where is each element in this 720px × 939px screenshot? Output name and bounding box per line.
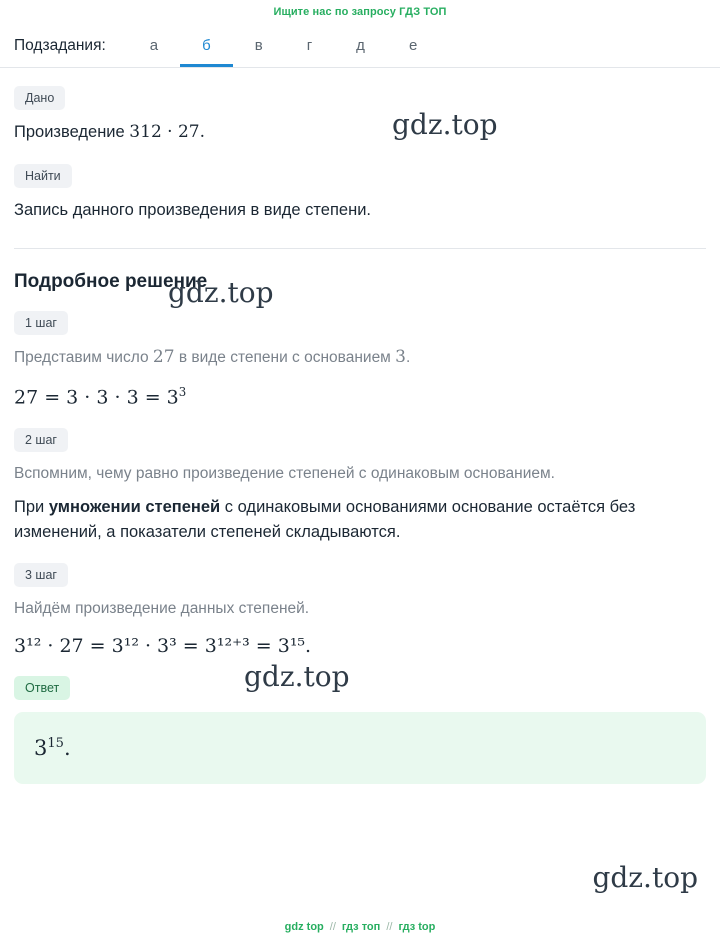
watermark-3: gdz.top bbox=[244, 660, 350, 693]
step-3-text: Найдём произведение данных степеней. bbox=[14, 599, 310, 617]
footer-item-1[interactable]: gdz top bbox=[284, 921, 324, 933]
step-1-text-part-3: в виде степени с основанием bbox=[174, 349, 396, 367]
watermark-4: gdz.top bbox=[592, 861, 698, 894]
promo-banner: Ищите нас по запросу ГДЗ ТОП bbox=[273, 6, 447, 18]
step-2-rule-suffix: с одинаковыми основаниями основание остаётся без изменений, а показатели степеней складываются. bbox=[14, 498, 636, 541]
tab-g[interactable]: г bbox=[306, 37, 313, 54]
step-2-chip: 2 шаг bbox=[14, 428, 68, 452]
step-2-rule bbox=[14, 495, 706, 545]
given-exponent: 12 bbox=[140, 122, 162, 142]
divider bbox=[14, 248, 706, 249]
given-suffix: · 27. bbox=[161, 122, 206, 142]
content-area bbox=[0, 68, 720, 784]
watermark-1: gdz.top bbox=[392, 108, 498, 141]
given-statement bbox=[14, 120, 706, 146]
step-2-text: Вспомним, чему равно произведение степеней с одинаковым основанием. bbox=[14, 464, 555, 482]
step-2-rule-prefix: При bbox=[14, 498, 49, 517]
answer-formula bbox=[34, 735, 71, 762]
subtasks-tabs bbox=[0, 22, 720, 68]
step-1-text-part-5: . bbox=[405, 349, 411, 367]
footer-links bbox=[0, 921, 720, 933]
step-1-text-part-1: Представим число bbox=[14, 349, 153, 367]
step-1-chip: 1 шаг bbox=[14, 311, 68, 335]
footer-item-2[interactable]: гдз топ bbox=[341, 921, 381, 933]
find-chip: Найти bbox=[14, 164, 72, 188]
answer-chip: Ответ bbox=[14, 676, 70, 700]
given-chip: Дано bbox=[14, 86, 65, 110]
answer-box bbox=[14, 712, 706, 784]
step-3-formula: 3¹² · 27 = 3¹² · 3³ = 3¹²⁺³ = 3¹⁵. bbox=[14, 634, 312, 657]
answer-exponent: 15 bbox=[47, 735, 64, 751]
footer-separator-1: // bbox=[329, 921, 336, 933]
step-1-formula-body: 27 = 3 · 3 · 3 = 3 bbox=[14, 386, 179, 409]
footer-separator-2: // bbox=[386, 921, 393, 933]
step-1-text bbox=[14, 345, 706, 371]
tab-b[interactable]: б bbox=[180, 32, 233, 67]
tab-v[interactable]: в bbox=[254, 37, 263, 54]
solution-heading: Подробное решение bbox=[14, 271, 208, 293]
find-statement: Запись данного произведения в виде степени. bbox=[14, 200, 372, 219]
step-2-rule-emphasis: умножении степеней bbox=[48, 498, 221, 517]
tab-d[interactable]: д bbox=[356, 37, 365, 54]
step-3-chip: 3 шаг bbox=[14, 563, 68, 587]
tab-e[interactable]: е bbox=[408, 37, 418, 54]
tab-a[interactable]: а bbox=[149, 37, 159, 54]
step-1-text-part-2: 27 bbox=[152, 347, 175, 368]
step-1-formula bbox=[14, 385, 706, 410]
step-1-text-part-4: 3 bbox=[395, 347, 406, 368]
step-1-formula-exponent: 3 bbox=[178, 384, 187, 399]
given-base: 3 bbox=[129, 122, 141, 142]
answer-base: 3 bbox=[34, 735, 48, 760]
given-prefix: Произведение bbox=[14, 123, 130, 141]
subtasks-label: Подзадания: bbox=[14, 37, 106, 54]
answer-suffix: . bbox=[63, 735, 71, 760]
watermark-2: gdz.top bbox=[168, 276, 274, 309]
footer-item-3[interactable]: гдз top bbox=[398, 921, 436, 933]
